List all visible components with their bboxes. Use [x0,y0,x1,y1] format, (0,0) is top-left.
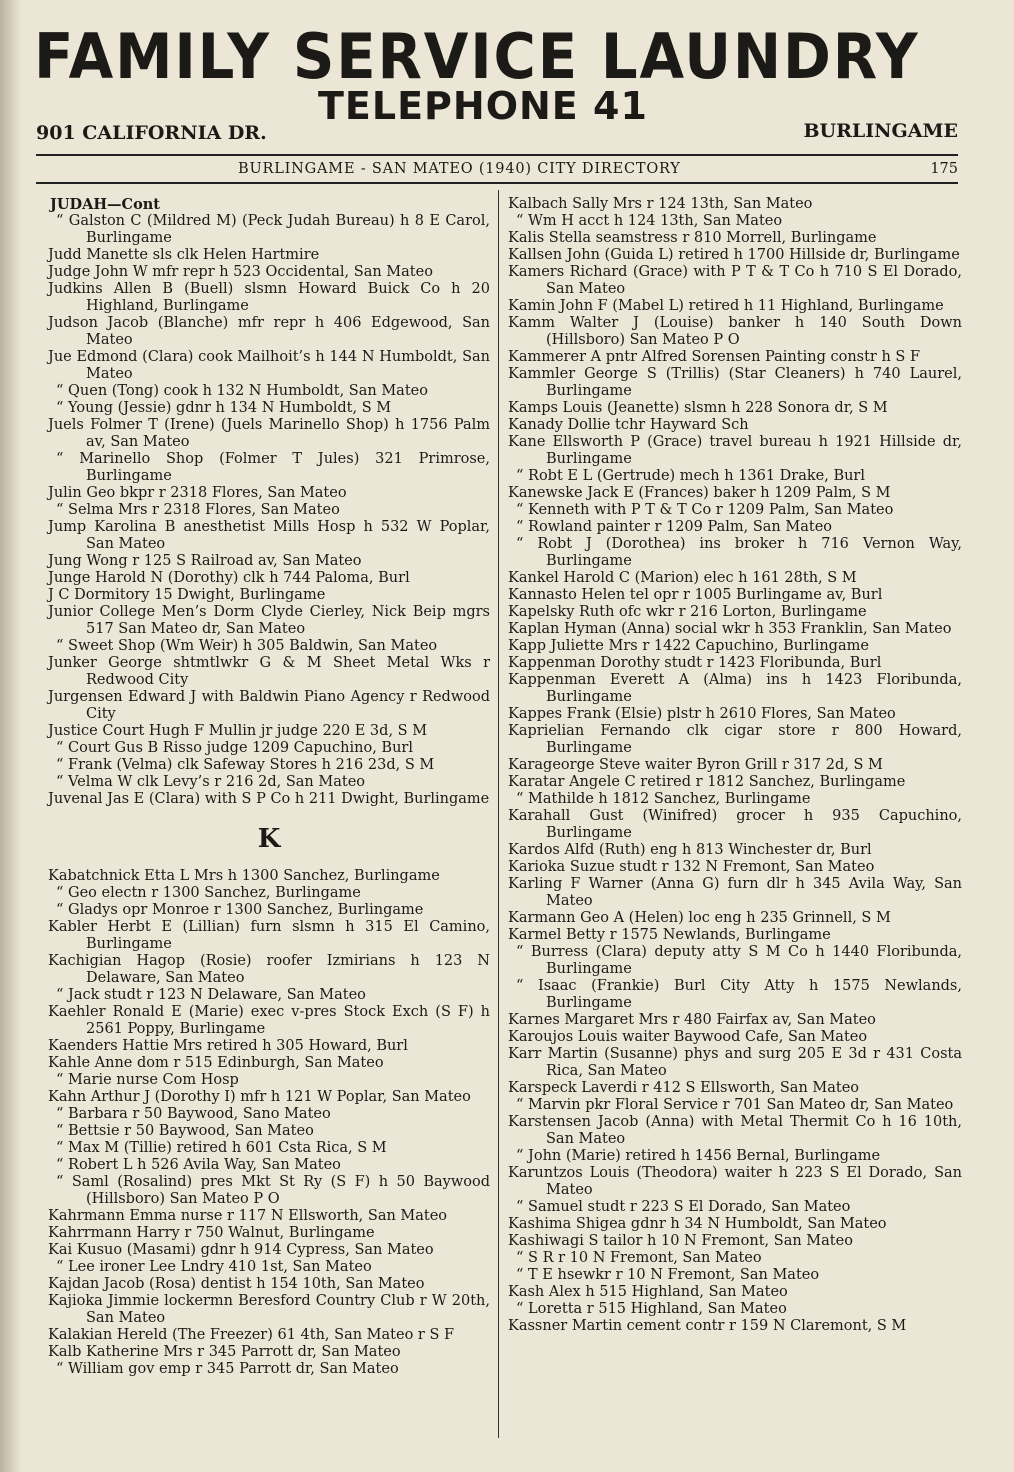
directory-entry: “ Robert L h 526 Avila Way, San Mateo [56,1157,341,1173]
directory-entry: Kahle Anne dom r 515 Edinburgh, San Mateo [48,1055,384,1071]
directory-entry: “ Young (Jessie) gdnr h 134 N Humboldt, S M [56,400,392,416]
directory-entry: Jump Karolina B anesthetist Mills Hosp h 532 W Poplar, San Mateo [48,519,490,552]
directory-entry: Kahrmann Emma nurse r 117 N Ellsworth, San Mateo [48,1208,448,1224]
directory-entry: Karstensen Jacob (Anna) with Metal Thermit Co h 16 10th, San Mateo [508,1114,962,1147]
directory-entry: Kahn Arthur J (Dorothy I) mfr h 121 W Poplar, San Mateo [48,1089,471,1105]
directory-entry: Kabatchnick Etta L Mrs h 1300 Sanchez, Burlingame [48,868,440,884]
directory-entry: Jurgensen Edward J with Baldwin Piano Agency r Redwood City [48,689,490,722]
left-column [48,196,490,1378]
directory-entry: Karahall Gust (Winifred) grocer h 935 Capuchino, Burlingame [508,808,962,841]
directory-entry: Karling F Warner (Anna G) furn dlr h 345 Avila Way, San Mateo [508,876,962,909]
header-rule-top [36,154,958,156]
directory-entry: Kaehler Ronald E (Marie) exec v-pres Stock Exch (S F) h 2561 Poppy, Burlingame [48,1004,490,1037]
directory-entry: Kashiwagi S tailor h 10 N Fremont, San Mateo [508,1233,853,1249]
directory-entry: “ Gladys opr Monroe r 1300 Sanchez, Burlingame [56,902,424,918]
directory-entry: Kachigian Hagop (Rosie) roofer Izmirians h 123 N Delaware, San Mateo [48,953,490,986]
directory-entry: Karspeck Laverdi r 412 S Ellsworth, San Mateo [508,1080,860,1096]
directory-entry: “ Marinello Shop (Folmer T Jules) 321 Primrose, Burlingame [56,451,490,484]
directory-entry: Julin Geo bkpr r 2318 Flores, San Mateo [48,485,347,501]
directory-entry: Kassner Martin cement contr r 159 N Claremont, S M [508,1318,907,1334]
directory-entry: Kalb Katherine Mrs r 345 Parrott dr, San Mateo [48,1344,401,1360]
directory-entry: Karuntzos Louis (Theodora) waiter h 223 S El Dorado, San Mateo [508,1165,962,1198]
directory-entry: Karatar Angele C retired r 1812 Sanchez, Burlingame [508,774,906,790]
directory-entry: “ Saml (Rosalind) pres Mkt St Ry (S F) h 50 Baywood (Hillsboro) San Mateo P O [56,1174,490,1207]
directory-entry: Karr Martin (Susanne) phys and surg 205 E 3d r 431 Costa Rica, San Mateo [508,1046,962,1079]
directory-entry: J C Dormitory 15 Dwight, Burlingame [48,587,326,603]
directory-entry: “ William gov emp r 345 Parrott dr, San Mateo [56,1361,399,1377]
directory-entry: Justice Court Hugh F Mullin jr judge 220 E 3d, S M [48,723,428,739]
book-spine-shadow [0,0,22,1472]
directory-entry: “ Max M (Tillie) retired h 601 Csta Rica, S M [56,1140,387,1156]
directory-entry: “ Jack studt r 123 N Delaware, San Mateo [56,987,366,1003]
directory-entry: Jung Wong r 125 S Railroad av, San Mateo [48,553,362,569]
directory-entry: Kapelsky Ruth ofc wkr r 216 Lorton, Burlingame [508,604,867,620]
directory-entry: Kai Kusuo (Masami) gdnr h 914 Cypress, San Mateo [48,1242,434,1258]
right-entries [508,196,962,1335]
directory-entry: Karnes Margaret Mrs r 480 Fairfax av, San Mateo [508,1012,876,1028]
directory-entry: Jue Edmond (Clara) cook Mailhoit’s h 144 N Humboldt, San Mateo [48,349,490,382]
directory-entry: Kardos Alfd (Ruth) eng h 813 Winchester dr, Burl [508,842,872,858]
directory-entry: Kappes Frank (Elsie) plstr h 2610 Flores, San Mateo [508,706,896,722]
directory-entry: Juels Folmer T (Irene) (Juels Marinello Shop) h 1756 Palm av, San Mateo [48,417,490,450]
directory-entry: “ Frank (Velma) clk Safeway Stores h 216 23d, S M [56,757,435,773]
ad-address: 901 CALIFORNIA DR. [36,122,267,144]
directory-entry: “ Court Gus B Risso judge 1209 Capuchino, Burl [56,740,413,756]
directory-entry: Kappenman Dorothy studt r 1423 Floribunda, Burl [508,655,882,671]
directory-entry: Kaplan Hyman (Anna) social wkr h 353 Franklin, San Mateo [508,621,952,637]
continued-heading: JUDAH—Cont [50,196,160,213]
directory-entry: Kash Alex h 515 Highland, San Mateo [508,1284,788,1300]
directory-entry: Kamps Louis (Jeanette) slsmn h 228 Sonora dr, S M [508,400,888,416]
directory-entry: “ Bettsie r 50 Baywood, San Mateo [56,1123,314,1139]
directory-entry: Junker George shtmtlwkr G & M Sheet Metal Wks r Redwood City [48,655,490,688]
header-rule-bottom [36,182,958,184]
page-number: 175 [930,161,958,177]
directory-entry: “ Rowland painter r 1209 Palm, San Mateo [516,519,833,535]
directory-entry: “ Loretta r 515 Highland, San Mateo [516,1301,787,1317]
directory-entry: “ Isaac (Frankie) Burl City Atty h 1575 Newlands, Burlingame [516,978,962,1011]
running-head: BURLINGAME - SAN MATEO (1940) CITY DIRECTORY [238,161,681,177]
directory-entry: Kaenders Hattie Mrs retired h 305 Howard, Burl [48,1038,408,1054]
directory-entry: Kammerer A pntr Alfred Sorensen Painting constr h S F [508,349,921,365]
directory-entry: “ John (Marie) retired h 1456 Bernal, Burlingame [516,1148,881,1164]
directory-entry: “ Geo electn r 1300 Sanchez, Burlingame [56,885,361,901]
directory-entry: Kane Ellsworth P (Grace) travel bureau h 1921 Hillside dr, Burlingame [508,434,962,467]
ad-telephone: TELEPHONE 41 [318,84,648,128]
directory-entry: Kamm Walter J (Louise) banker h 140 South Down (Hillsboro) San Mateo P O [508,315,962,348]
directory-entry: “ Kenneth with P T & T Co r 1209 Palm, San Mateo [516,502,894,518]
right-column [508,196,962,1335]
directory-entry: “ Marvin pkr Floral Service r 701 San Mateo dr, San Mateo [516,1097,954,1113]
directory-entry: Kanewske Jack E (Frances) baker h 1209 Palm, S M [508,485,891,501]
directory-entry: Junior College Men’s Dorm Clyde Cierley, Nick Beip mgrs 517 San Mateo dr, San Mateo [48,604,490,637]
directory-entry: Kallsen John (Guida L) retired h 1700 Hillside dr, Burlingame [508,247,960,263]
directory-entry: Kaprielian Fernando clk cigar store r 800 Howard, Burlingame [508,723,962,756]
directory-entry: “ Barbara r 50 Baywood, Sano Mateo [56,1106,331,1122]
directory-entry: Kamin John F (Mabel L) retired h 11 Highland, Burlingame [508,298,944,314]
directory-entry: Kappenman Everett A (Alma) ins h 1423 Floribunda, Burlingame [508,672,962,705]
directory-entry: Kahrrmann Harry r 750 Walnut, Burlingame [48,1225,375,1241]
directory-entry: “ Mathilde h 1812 Sanchez, Burlingame [516,791,811,807]
directory-entry: “ Galston C (Mildred M) (Peck Judah Bureau) h 8 E Carol, Burlingame [56,213,490,246]
directory-entry: “ Marie nurse Com Hosp [56,1072,239,1088]
directory-entry: “ Samuel studt r 223 S El Dorado, San Mateo [516,1199,851,1215]
directory-entry: Juvenal Jas E (Clara) with S P Co h 211 Dwight, Burlingame [48,791,490,807]
directory-entry: Karoujos Louis waiter Baywood Cafe, San Mateo [508,1029,868,1045]
directory-entry: Karmann Geo A (Helen) loc eng h 235 Grinnell, S M [508,910,891,926]
directory-entry: “ Wm H acct h 124 13th, San Mateo [516,213,783,229]
directory-entry: Kabler Herbt E (Lillian) furn slsmn h 315 El Camino, Burlingame [48,919,490,952]
left-entries-j [48,213,490,808]
directory-entry: Junge Harold N (Dorothy) clk h 744 Paloma, Burl [48,570,410,586]
directory-entry: Judson Jacob (Blanche) mfr repr h 406 Edgewood, San Mateo [48,315,490,348]
column-divider [498,190,499,1438]
directory-entry: “ Selma Mrs r 2318 Flores, San Mateo [56,502,340,518]
directory-entry: Karageorge Steve waiter Byron Grill r 317 2d, S M [508,757,883,773]
directory-entry: “ Velma W clk Levy’s r 216 2d, San Mateo [56,774,366,790]
directory-entry: Karmel Betty r 1575 Newlands, Burlingame [508,927,831,943]
directory-entry: Kamers Richard (Grace) with P T & T Co h 710 S El Dorado, San Mateo [508,264,962,297]
directory-entry: Kammler George S (Trillis) (Star Cleaners) h 740 Laurel, Burlingame [508,366,962,399]
directory-entry: Kalis Stella seamstress r 810 Morrell, Burlingame [508,230,877,246]
directory-entry: “ Robt J (Dorothea) ins broker h 716 Vernon Way, Burlingame [516,536,962,569]
directory-entry: Kajioka Jimmie lockermn Beresford Country Club r W 20th, San Mateo [48,1293,490,1326]
directory-entry: Judd Manette sls clk Helen Hartmire [48,247,320,263]
directory-entry: Kajdan Jacob (Rosa) dentist h 154 10th, San Mateo [48,1276,425,1292]
directory-entry: “ Burress (Clara) deputy atty S M Co h 1440 Floribunda, Burlingame [516,944,962,977]
directory-entry: “ Robt E L (Gertrude) mech h 1361 Drake, Burl [516,468,866,484]
ad-title: FAMILY SERVICE LAUNDRY [34,20,920,93]
directory-entry: Kashima Shigea gdnr h 34 N Humboldt, San Mateo [508,1216,887,1232]
left-entries-k [48,868,490,1378]
directory-entry: Kanady Dollie tchr Hayward Sch [508,417,749,433]
ad-city: BURLINGAME [803,120,958,142]
directory-entry: “ S R r 10 N Fremont, San Mateo [516,1250,762,1266]
directory-entry: Kankel Harold C (Marion) elec h 161 28th, S M [508,570,857,586]
directory-entry: Judkins Allen B (Buell) slsmn Howard Buick Co h 20 Highland, Burlingame [48,281,490,314]
section-letter: K [257,824,281,854]
directory-entry: Kalbach Sally Mrs r 124 13th, San Mateo [508,196,813,212]
directory-entry: “ Lee ironer Lee Lndry 410 1st, San Mateo [56,1259,372,1275]
directory-entry: Kalakian Hereld (The Freezer) 61 4th, San Mateo r S F [48,1327,455,1343]
directory-entry: Karioka Suzue studt r 132 N Fremont, San Mateo [508,859,875,875]
directory-entry: “ T E hsewkr r 10 N Fremont, San Mateo [516,1267,820,1283]
directory-entry: Kannasto Helen tel opr r 1005 Burlingame av, Burl [508,587,883,603]
directory-entry: “ Quen (Tong) cook h 132 N Humboldt, San Mateo [56,383,428,399]
directory-entry: Kapp Juliette Mrs r 1422 Capuchino, Burlingame [508,638,869,654]
directory-entry: “ Sweet Shop (Wm Weir) h 305 Baldwin, San Mateo [56,638,438,654]
directory-entry: Judge John W mfr repr h 523 Occidental, San Mateo [48,264,433,280]
